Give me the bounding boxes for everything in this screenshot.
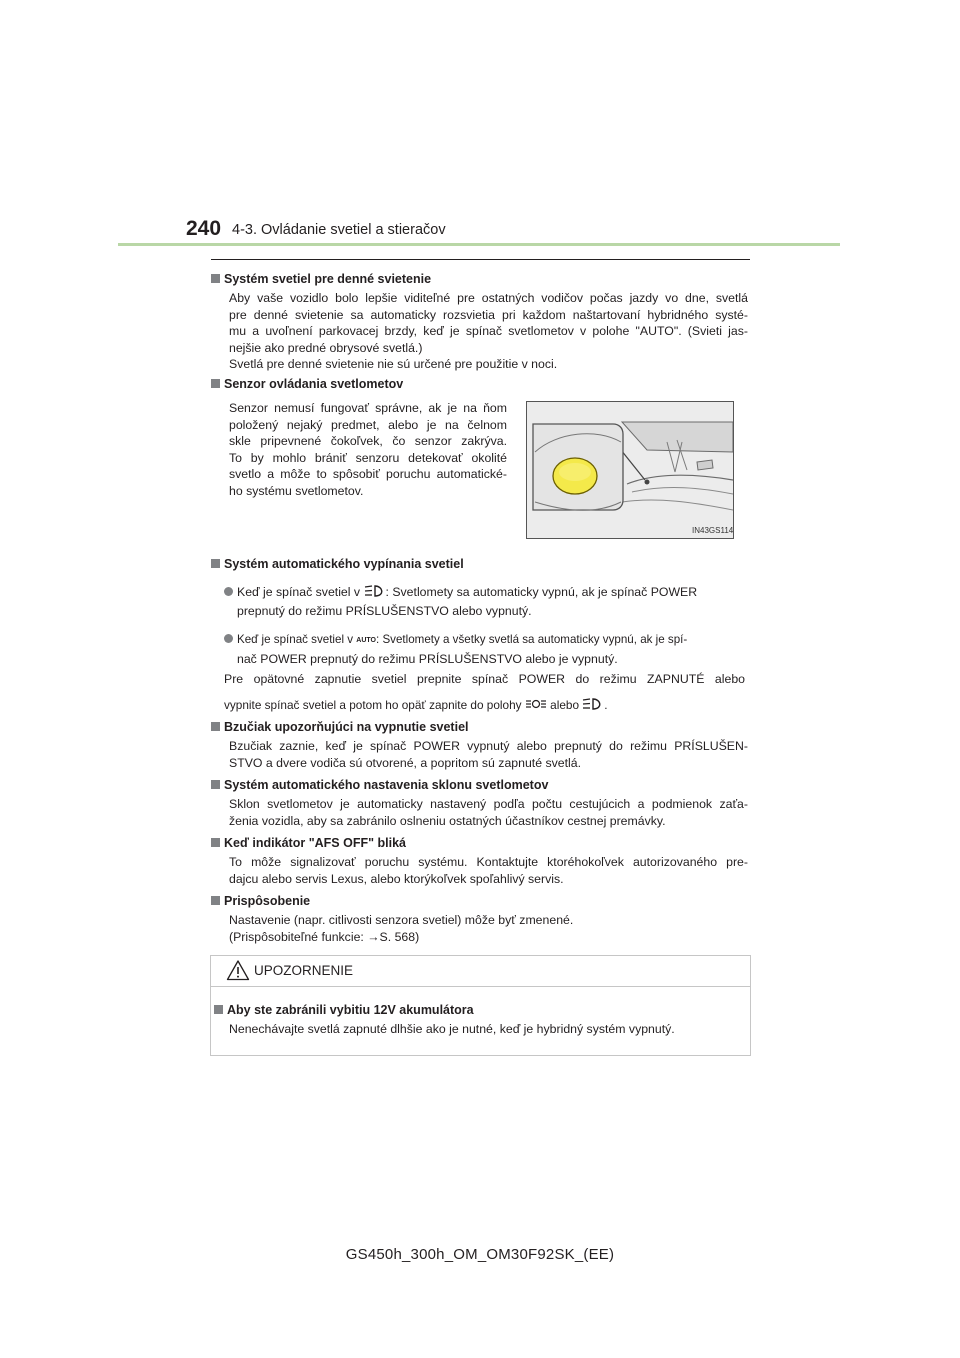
custom-line-1: Nastavenie (napr. citlivosti senzora svetiel) môže byť zmenené. <box>229 913 574 927</box>
custom-line-2: (Prispôsobiteľné funkcie: →S. 568) <box>229 929 420 944</box>
leveling-title: Systém automatického nastavenia sklonu svetlometov <box>224 778 549 792</box>
leveling-line-2: ženia vozidla, aby sa zabránilo oslneniu ostatných účastníkov cestnej premávky. <box>229 813 666 828</box>
page-number: 240 <box>186 217 222 240</box>
document-code: GS450h_300h_OM_OM30F92SK_(EE) <box>345 1246 615 1263</box>
bullet-square-icon <box>211 274 220 283</box>
drl-heading <box>211 271 431 287</box>
sensor-heading <box>211 376 403 392</box>
warning-text: Nenechávajte svetlá zapnuté dlhšie ako je nutné, keď je hybridný systém vypnutý. <box>229 1022 675 1036</box>
afs-line-1: To môže signalizovať poruchu systému. Kontaktujte ktoréhokoľvek autorizovaného pre- <box>229 855 748 869</box>
auto-off-title: Systém automatického vypínania svetiel <box>224 557 464 571</box>
header-rule <box>118 243 840 246</box>
sensor-illustration <box>527 402 733 538</box>
bullet-dot-icon <box>224 587 233 596</box>
bullet-square-icon <box>214 1005 223 1014</box>
auto-off-b2-line2: nač POWER prepnutý do režimu PRÍSLUŠENSTVO alebo je vypnutý. <box>237 652 618 666</box>
bullet-square-icon <box>211 379 220 388</box>
afs-body <box>229 854 748 887</box>
custom-title: Prispôsobenie <box>224 894 311 908</box>
auto-off-bullet-1 <box>224 584 697 603</box>
warning-box <box>210 955 751 1056</box>
sensor-line-4: To by mohlo brániť senzoru detekovať okolité <box>229 450 507 465</box>
auto-off-b1-pre: Keď je spínač svetiel v <box>237 585 361 599</box>
bullet-square-icon <box>211 780 220 789</box>
bullet-square-icon <box>211 838 220 847</box>
drl-line-3: mu a uvoľnení parkovacej brzdy, keď je spínač svetlometov v polohe "AUTO". (Svieti jas- <box>229 324 748 339</box>
sensor-title: Senzor ovládania svetlometov <box>224 377 404 391</box>
headlight-icon <box>364 584 386 603</box>
buzzer-heading <box>211 719 469 735</box>
auto-off-p2-mid: alebo <box>550 698 580 712</box>
auto-off-heading <box>211 556 464 572</box>
auto-off-p2-end: . <box>604 698 608 712</box>
sensor-line-6: ho systému svetlometov. <box>229 483 364 498</box>
buzzer-title: Bzučiak upozorňujúci na vypnutie svetiel <box>224 720 469 734</box>
sensor-line-2: položený nejaký predmet, alebo je na čelnom <box>229 417 507 432</box>
sensor-line-5: svetlo a môže to spôsobiť poruchu automatické- <box>229 467 507 482</box>
auto-off-p2-pre: vypnite spínač svetiel a potom ho opäť zapnite do polohy <box>224 698 522 712</box>
tail-light-icon <box>525 697 547 716</box>
auto-off-para-line1: Pre opätovné zapnutie svetiel prepnite spínač POWER do režimu ZAPNUTÉ alebo <box>224 672 745 686</box>
drl-line-2: pre denné svietenie sa automaticky rozsvietia pri každom naštartovaní hybridného systé- <box>229 307 748 322</box>
sensor-body <box>229 400 507 500</box>
sensor-figure <box>526 401 734 539</box>
bullet-square-icon <box>211 559 220 568</box>
figure-code: IN43GS114 <box>692 526 734 535</box>
buzzer-body <box>229 738 748 771</box>
bullet-square-icon <box>211 722 220 731</box>
auto-off-bullet-2 <box>224 632 687 650</box>
sensor-line-1: Senzor nemusí fungovať správne, ak je na ňom <box>229 401 507 415</box>
afs-title: Keď indikátor "AFS OFF" bliká <box>224 836 406 850</box>
afs-line-2: dajcu alebo servis Lexus, alebo ktorýkoľvek spoľahlivý servis. <box>229 871 564 886</box>
auto-position-icon: AUTO <box>356 637 376 644</box>
drl-line-4: nejšie ako predné obrysové svetlá.) <box>229 340 423 355</box>
leveling-body <box>229 796 748 829</box>
drl-line-1: Aby vaše vozidlo bolo lepšie viditeľné pre ostatných vodičov počas jazdy vo dne, svetlá <box>229 291 748 305</box>
auto-off-b2-post: : Svetlomety a všetky svetlá sa automaticky vypnú, ak je spí- <box>376 633 688 646</box>
afs-heading <box>211 835 406 851</box>
warning-title-row <box>211 956 750 987</box>
warning-heading-row <box>214 1002 474 1018</box>
buzzer-line-1: Bzučiak zaznie, keď je spínač POWER vypnutý alebo prepnutý do režimu PRÍSLUŠEN- <box>229 739 748 753</box>
auto-off-b2-pre: Keď je spínač svetiel v <box>237 633 354 646</box>
warning-triangle-icon <box>226 959 250 986</box>
bullet-square-icon <box>211 896 220 905</box>
auto-off-para-line2 <box>224 697 608 716</box>
warning-title: UPOZORNENIE <box>254 963 354 978</box>
bullet-dot-icon <box>224 634 233 643</box>
section-title: 4-3. Ovládanie svetiel a stieračov <box>232 222 446 238</box>
content-rule <box>211 259 750 260</box>
headlight-icon <box>582 697 604 716</box>
auto-off-b1-line2: prepnutý do režimu PRÍSLUŠENSTVO alebo vypnutý. <box>237 604 532 618</box>
leveling-heading <box>211 777 548 793</box>
auto-off-b1-post: : Svetlomety sa automaticky vypnú, ak je spínač POWER <box>385 585 698 599</box>
drl-body <box>229 290 748 373</box>
warning-heading: Aby ste zabránili vybitiu 12V akumulátora <box>227 1003 474 1017</box>
custom-heading <box>211 893 310 909</box>
leveling-line-1: Sklon svetlometov je automaticky nastavený podľa počtu cestujúcich a podmienok zaťa- <box>229 797 748 811</box>
drl-title: Systém svetiel pre denné svietenie <box>224 272 432 286</box>
custom-body <box>229 912 748 945</box>
buzzer-line-2: STVO a dvere vodiča sú otvorené, a popritom sú zapnuté svetlá. <box>229 755 582 770</box>
drl-line-5: Svetlá pre denné svietenie nie sú určené pre použitie v noci. <box>229 357 558 372</box>
sensor-line-3: skle pripevnené čokoľvek, čo senzor zakrýva. <box>229 434 507 449</box>
